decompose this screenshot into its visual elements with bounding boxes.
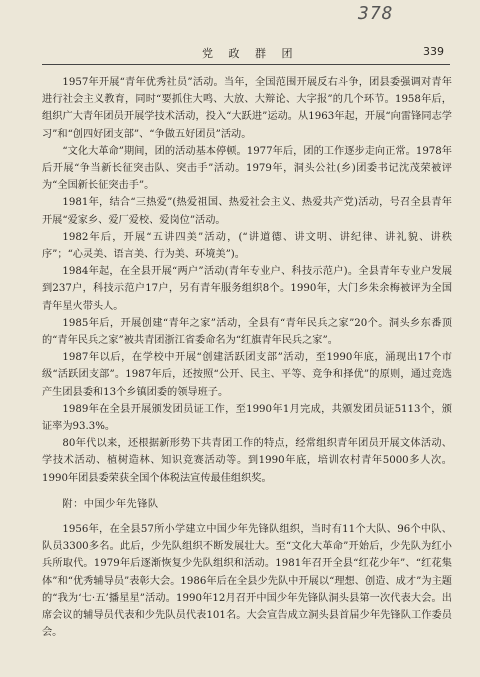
running-header	[42, 42, 450, 65]
paragraph: 1957年开展“青年优秀社员”活动。当年，全国范围开展反右斗争，团县委强调对青年进行社会主义教育，同时“要抓住大鸣、大放、大辩论、大字报”的几个环节。1958年后，组织广大青年团员开展学技术活动，投入“大跃进”运动。从1963年起，开展“向雷锋同志学习”和“创四好团支部”、“争做五好团员”活动。	[42, 77, 452, 140]
paragraph: 1981年，结合“三热爱”(热爱祖国、热爱社会主义、热爱共产党)活动，号召全县青年开展“爱家乡、爱厂爱校、爱岗位”活动。	[42, 197, 452, 226]
handwritten-page-number: 378	[358, 3, 394, 24]
paragraph: 1985年后，开展创建“青年之家”活动，全县有“青年民兵之家”20个。洞头乡东番顶的“青年民兵之家”被共青团浙江省委命名为“红旗青年民兵之家”。	[42, 317, 452, 347]
paragraph: “文化大革命”期间，团的活动基本停顿。1977年后，团的工作逐步走向正常。1978年后开展“争当新长征突击队、突击手”活动。1979年，洞头公社(乡)团委书记沈茂荣被评为“全国新长征突击手”。	[42, 145, 452, 192]
paragraph: 1982年后，开展“五讲四美”活动，(“讲道德、讲文明、讲纪律、讲礼貌、讲秩序”；“心灵美、语言美、行为美、环境美”)。	[42, 231, 452, 261]
header-title: 党 政 群 团	[202, 47, 299, 60]
paragraph: 80年代以来，还根据新形势下共青团工作的特点，经常组织青年团员开展文体活动、学技术活动、植树造林、知识竞赛活动等。到1990年底，培训农村青年5000多人次。1990年团县委荣获全国个体税法宣传最佳组织奖。	[42, 438, 452, 484]
page-number: 339	[423, 45, 444, 58]
paragraph: 1984年起，在全县开展“两户”活动(青年专业户、科技示范户)。全县青年专业户发展到237户，科技示范户17户，另有青年服务组织8个。1990年，大门乡朱余梅被评为全国青年星火带头人。	[42, 266, 452, 312]
appendix-heading: 附：中国少年先锋队	[62, 498, 159, 510]
paragraph: 1987年以后，在学校中开展“创建活跃团支部”活动，至1990年底，涌现出17个市级“活跃团支部”。1987年后，还按照“公开、民主、平等、竞争和择优”的原则，通过竞选产生团县委和13个乡镇团委的领导班子。	[42, 352, 452, 398]
paragraph: 1989年在全县开展颁发团员证工作，至1990年1月完成，共颁发团员证5113个，颁证率为93.3%。	[42, 403, 452, 433]
body-text	[42, 74, 452, 642]
appendix-paragraph: 1956年，在全县57所小学建立中国少年先锋队组织，当时有11个大队、96个中队、队员3300多名。此后，少先队组织不断发展壮大。至“文化大革命”开始后，少先队为红小兵所取代。1979年后逐渐恢复少先队组织和活动。1981年召开全县“红花少年”、“红花集体”和“优秀辅导员”表彰大会。1986年后在全县少先队中开展以“理想、创造、成才”为主题的“我为‘七·五’播星星”活动。1990年12月召开中国少年先锋队洞头县第一次代表大会。出席会议的辅导员代表和少先队员代表101名。大会宣告成立洞头县首届少年先锋队工作委员会。	[42, 524, 452, 639]
